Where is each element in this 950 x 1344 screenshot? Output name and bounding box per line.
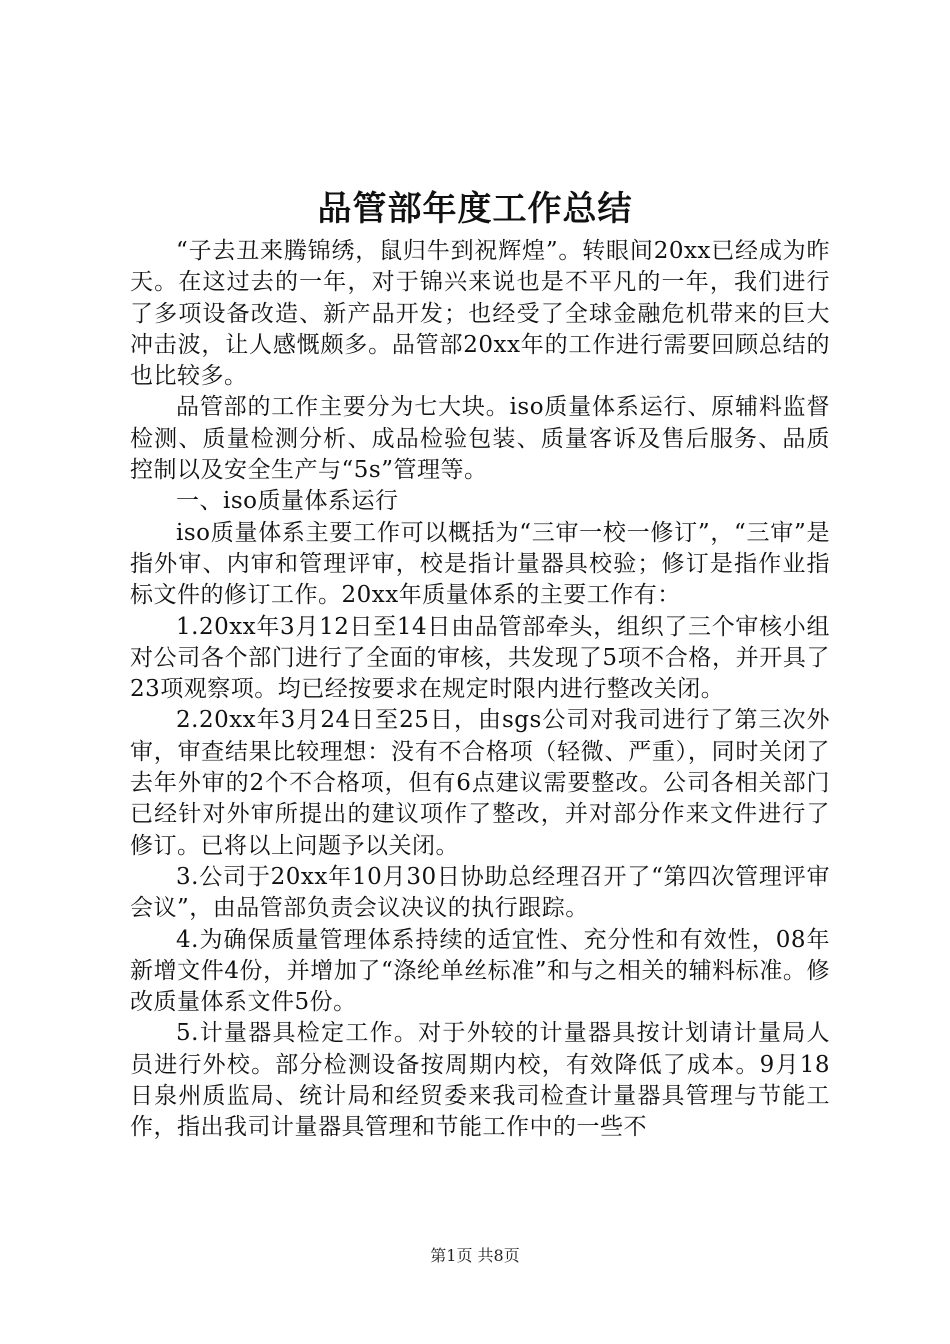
paragraph-overview: 品管部的工作主要分为七大块。iso质量体系运行、原辅料监督检测、质量检测分析、成品检验包装、质量客诉及售后服务、品质控制以及安全生产与“5s”管理等。 xyxy=(130,394,830,484)
paragraph-item-2: 2.20xx年3月24日至25日，由sgs公司对我司进行了第三次外审，审查结果比较理想：没有不合格项（轻微、严重），同时关闭了去年外审的2个不合格项，但有6点建议需要整改。公司各相关部门已经针对外审所提出的建议项作了整改，并对部分作来文件进行了修订。已将以上问题予以关闭。 xyxy=(130,707,830,859)
paragraph-item-5: 5.计量器具检定工作。对于外较的计量器具按计划请计量局人员进行外校。部分检测设备按周期内校，有效降低了成本。9月18日泉州质监局、统计局和经贸委来我司检查计量器具管理与节能工作，指出我司计量器具管理和节能工作中的一些不 xyxy=(130,1020,830,1141)
document-title: 品管部年度工作总结 xyxy=(317,189,633,229)
paragraph-item-3: 3.公司于20xx年10月30日协助总经理召开了“第四次管理评审会议”，由品管部负责会议决议的执行跟踪。 xyxy=(130,863,830,922)
paragraph-item-1: 1.20xx年3月12日至14日由品管部牵头，组织了三个审核小组对公司各个部门进行了全面的审核，共发现了5项不合格，并开具了23项观察项。均已经按要求在规定时限内进行整改关闭。 xyxy=(130,613,830,703)
section-heading-iso: 一、iso质量体系运行 xyxy=(176,488,399,515)
document-body xyxy=(130,236,830,1144)
page-number-footer: 第1页 共8页 xyxy=(430,1246,520,1265)
paragraph-iso-summary: iso质量体系主要工作可以概括为“三审一校一修订”，“三审”是指外审、内审和管理评审，校是指计量器具校验；修订是指作业指标文件的修订工作。20xx年质量体系的主要工作有： xyxy=(130,519,830,609)
paragraph-item-4: 4.为确保质量管理体系持续的适宜性、充分性和有效性，08年新增文件4份，并增加了“涤纶单丝标准”和与之相关的辅料标准。修改质量体系文件5份。 xyxy=(130,926,830,1016)
paragraph-intro: “子去丑来腾锦绣，鼠归牛到祝辉煌”。转眼间20xx已经成为昨天。在这过去的一年，对于锦兴来说也是不平凡的一年，我们进行了多项设备改造、新产品开发；也经受了全球金融危机带来的巨大冲击波，让人感慨颇多。品管部20xx年的工作进行需要回顾总结的也比较多。 xyxy=(130,238,830,390)
